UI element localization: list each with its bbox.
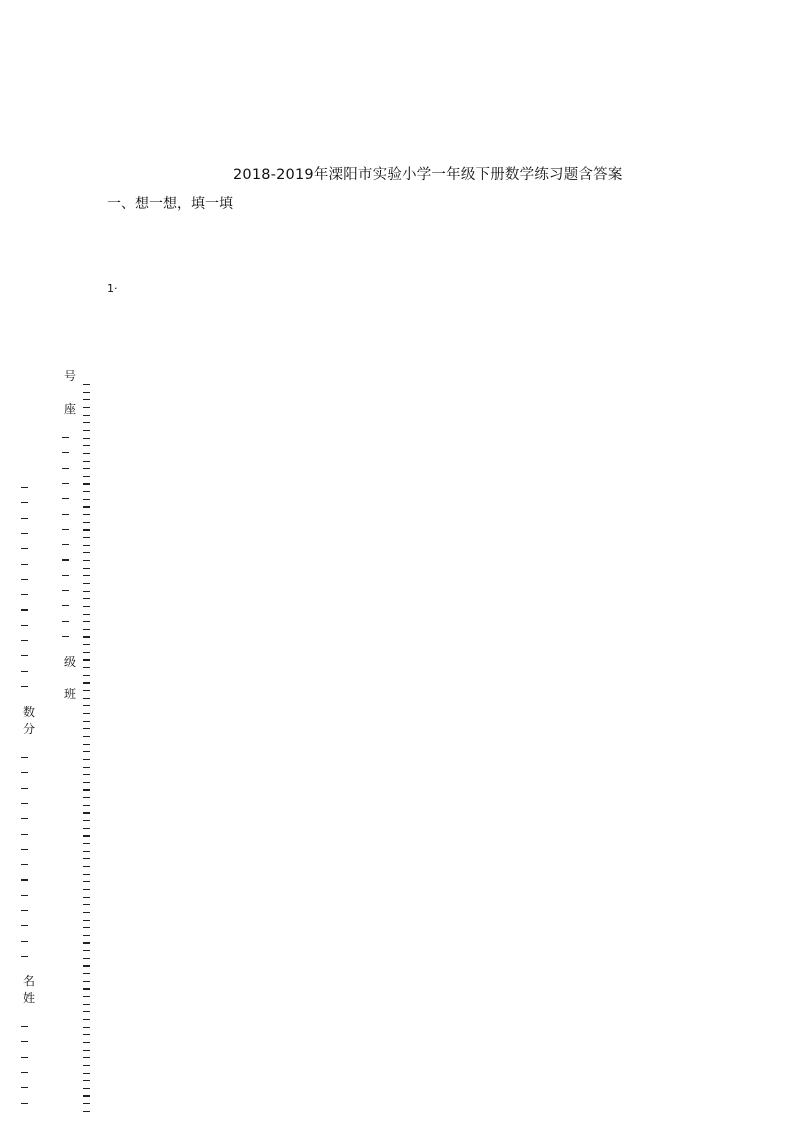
cut-line-dash xyxy=(62,559,69,560)
cut-line-dash xyxy=(83,1065,90,1066)
cut-line-dash xyxy=(83,468,90,469)
seat-label-char-1: 号 xyxy=(64,369,77,383)
cut-line-dash xyxy=(21,818,28,819)
cut-line-dash xyxy=(83,851,90,852)
cut-line-dash xyxy=(83,1050,90,1051)
cut-line-dash xyxy=(21,788,28,789)
cut-line-dash xyxy=(83,774,90,775)
cut-line-dash xyxy=(83,453,90,454)
cut-line-dash xyxy=(83,399,90,400)
score-label-char-1: 数 xyxy=(23,705,36,719)
cut-line-dash xyxy=(83,629,90,630)
cut-line-dash xyxy=(21,925,28,926)
cut-line-dash xyxy=(62,468,69,469)
cut-line-dash xyxy=(83,713,90,714)
cut-line-dash xyxy=(21,594,28,595)
cut-line-dash xyxy=(62,544,69,545)
cut-line-dash xyxy=(83,828,90,829)
cut-line-dash xyxy=(21,655,28,656)
name-label-char-2: 姓 xyxy=(23,991,36,1005)
cut-line-dash xyxy=(83,652,90,653)
cut-line-dash xyxy=(83,996,90,997)
cut-line-dash xyxy=(83,1103,90,1104)
cut-line-dash xyxy=(83,858,90,859)
cut-line-dash xyxy=(21,533,28,534)
cut-line-dash xyxy=(83,736,90,737)
cut-line-dash xyxy=(21,803,28,804)
cut-line-dash xyxy=(62,452,69,453)
cut-line-dash xyxy=(83,866,90,867)
cut-line-dash xyxy=(83,981,90,982)
cut-line-dash xyxy=(21,757,28,758)
cut-line-dash xyxy=(83,1027,90,1028)
cut-line-dash xyxy=(21,956,28,957)
class-label-char-2: 班 xyxy=(64,687,77,701)
cut-line-dash xyxy=(83,958,90,959)
cut-line-dash xyxy=(62,621,69,622)
cut-line-dash xyxy=(83,568,90,569)
cut-line-dash xyxy=(21,910,28,911)
cut-line-dash xyxy=(83,636,90,637)
cut-line-dash xyxy=(83,805,90,806)
cut-line-dash xyxy=(83,690,90,691)
cut-line-dash xyxy=(83,461,90,462)
cut-line-dash xyxy=(83,614,90,615)
cut-line-dash xyxy=(62,590,69,591)
class-label-char-1: 级 xyxy=(64,655,77,669)
cut-line-dash xyxy=(83,606,90,607)
cut-line-dash xyxy=(21,895,28,896)
cut-line-dash xyxy=(83,522,90,523)
cut-line-dash xyxy=(83,415,90,416)
cut-line-dash xyxy=(83,797,90,798)
cut-line-dash xyxy=(21,548,28,549)
cut-line-dash xyxy=(83,1057,90,1058)
cut-line-dash xyxy=(83,1019,90,1020)
cut-line-dash xyxy=(83,1034,90,1035)
cut-line-dash xyxy=(83,789,90,790)
cut-line-dash xyxy=(83,927,90,928)
cut-line-dash xyxy=(21,502,28,503)
cut-line-dash xyxy=(21,879,28,880)
cut-line-dash xyxy=(83,392,90,393)
cut-line-dash xyxy=(83,644,90,645)
cut-line-dash xyxy=(21,864,28,865)
cut-line-dash xyxy=(83,598,90,599)
cut-line-dash xyxy=(62,498,69,499)
cut-line-dash xyxy=(83,935,90,936)
cut-line-dash xyxy=(83,728,90,729)
cut-line-dash xyxy=(83,506,90,507)
cut-line-dash xyxy=(83,874,90,875)
cut-line-dash xyxy=(83,942,90,943)
cut-line-dash xyxy=(83,491,90,492)
cut-line-dash xyxy=(83,988,90,989)
cut-line-dash xyxy=(83,659,90,660)
cut-line-dash xyxy=(83,476,90,477)
cut-line-dash xyxy=(83,920,90,921)
name-label-char-1: 名 xyxy=(23,974,36,988)
cut-line-dash xyxy=(83,583,90,584)
score-label-char-2: 分 xyxy=(23,722,36,736)
cut-line-dash xyxy=(62,605,69,606)
seat-label-char-2: 座 xyxy=(64,402,77,416)
cut-line-dash xyxy=(83,1111,90,1112)
cut-line-dash xyxy=(62,529,69,530)
cut-line-dash xyxy=(21,518,28,519)
cut-line-dash xyxy=(83,499,90,500)
cut-line-dash xyxy=(83,744,90,745)
cut-line-dash xyxy=(83,438,90,439)
cut-line-dash xyxy=(83,545,90,546)
cut-line-dash xyxy=(21,834,28,835)
section-heading: 一、想一想，填一填 xyxy=(107,196,233,212)
cut-line-dash xyxy=(21,772,28,773)
cut-line-dash xyxy=(83,575,90,576)
cut-line-dash xyxy=(83,881,90,882)
cut-line-dash xyxy=(21,564,28,565)
cut-line-dash xyxy=(83,1004,90,1005)
cut-line-dash xyxy=(83,759,90,760)
cut-line-dash xyxy=(83,483,90,484)
cut-line-dash xyxy=(83,912,90,913)
cut-line-dash xyxy=(83,1073,90,1074)
cut-line-dash xyxy=(83,1088,90,1089)
cut-line-dash xyxy=(62,483,69,484)
cut-line-dash xyxy=(21,1026,28,1027)
cut-line-dash xyxy=(83,407,90,408)
cut-line-dash xyxy=(83,721,90,722)
cut-line-dash xyxy=(21,1041,28,1042)
cut-line-dash xyxy=(83,1042,90,1043)
cut-line-dash xyxy=(21,625,28,626)
cut-line-dash xyxy=(83,950,90,951)
cut-line-dash xyxy=(21,686,28,687)
cut-line-dash xyxy=(83,698,90,699)
cut-line-dash xyxy=(83,889,90,890)
cut-line-dash xyxy=(83,843,90,844)
cut-line-dash xyxy=(21,1057,28,1058)
cut-line-dash xyxy=(83,422,90,423)
cut-line-dash xyxy=(83,430,90,431)
cut-line-dash xyxy=(83,751,90,752)
cut-line-dash xyxy=(83,1080,90,1081)
cut-line-dash xyxy=(62,514,69,515)
cut-line-dash xyxy=(21,579,28,580)
cut-line-dash xyxy=(62,575,69,576)
cut-line-dash xyxy=(62,636,69,637)
cut-line-dash xyxy=(83,767,90,768)
cut-line-dash xyxy=(21,1087,28,1088)
cut-line-dash xyxy=(83,965,90,966)
cut-line-dash xyxy=(83,973,90,974)
cut-line-dash xyxy=(83,675,90,676)
cut-line-dash xyxy=(83,812,90,813)
cut-line-dash xyxy=(83,667,90,668)
cut-line-dash xyxy=(83,705,90,706)
document-title: 2018-2019年溧阳市实验小学一年级下册数学练习题含答案 xyxy=(233,167,623,183)
cut-line-dash xyxy=(21,1072,28,1073)
cut-line-dash xyxy=(83,384,90,385)
cut-line-dash xyxy=(21,609,28,610)
question-number: 1· xyxy=(107,282,118,295)
cut-line-dash xyxy=(83,1095,90,1096)
cut-line-dash xyxy=(83,820,90,821)
cut-line-dash xyxy=(62,437,69,438)
cut-line-dash xyxy=(83,552,90,553)
cut-line-dash xyxy=(83,1011,90,1012)
cut-line-dash xyxy=(83,514,90,515)
cut-line-dash xyxy=(83,682,90,683)
cut-line-dash xyxy=(21,941,28,942)
cut-line-dash xyxy=(83,529,90,530)
cut-line-dash xyxy=(83,782,90,783)
cut-line-dash xyxy=(83,537,90,538)
cut-line-dash xyxy=(83,621,90,622)
cut-line-dash xyxy=(83,904,90,905)
cut-line-dash xyxy=(83,591,90,592)
cut-line-dash xyxy=(21,487,28,488)
cut-line-dash xyxy=(21,640,28,641)
cut-line-dash xyxy=(83,835,90,836)
cut-line-dash xyxy=(21,849,28,850)
cut-line-dash xyxy=(83,445,90,446)
cut-line-dash xyxy=(21,1103,28,1104)
cut-line-dash xyxy=(83,897,90,898)
cut-line-dash xyxy=(21,671,28,672)
cut-line-dash xyxy=(83,560,90,561)
